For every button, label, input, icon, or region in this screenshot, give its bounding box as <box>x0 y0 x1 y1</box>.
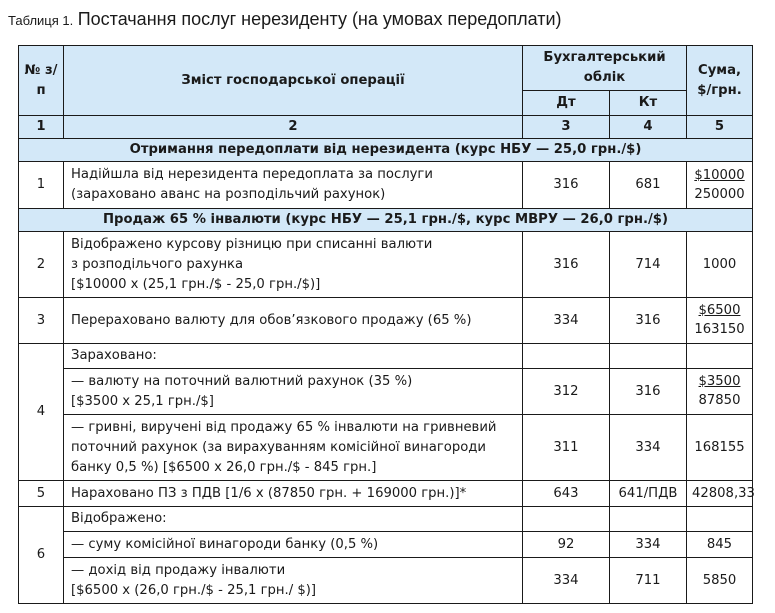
sum-uah: 250000 <box>694 186 745 202</box>
debit-cell: 334 <box>523 558 610 604</box>
table-row <box>19 369 753 415</box>
credit-cell: 334 <box>610 532 687 558</box>
credit-cell: 316 <box>610 369 687 415</box>
text-line: Відображено курсову різницю при списанні валюти <box>71 236 433 252</box>
table-row <box>19 298 753 344</box>
header-content: Зміст господарської операції <box>64 46 523 116</box>
table-row <box>19 232 753 298</box>
row-number: 2 <box>19 232 64 298</box>
debit-cell: 334 <box>523 298 610 344</box>
debit-cell: 316 <box>523 232 610 298</box>
text-line: [$3500 х 25,1 грн./$] <box>71 393 214 409</box>
debit-cell <box>523 507 610 532</box>
column-numbers-row <box>19 116 753 139</box>
debit-cell <box>523 344 610 369</box>
credit-cell: 681 <box>610 162 687 209</box>
credit-cell: 714 <box>610 232 687 298</box>
table-row <box>19 481 753 507</box>
text-line: поточний рахунок (за вирахуванням комісійної винагороди <box>71 439 486 455</box>
sum-cell <box>687 162 753 209</box>
sum-currency: $10000 <box>694 167 745 183</box>
col-number: 1 <box>19 116 64 139</box>
section-heading: Отримання передоплати від нерезидента (курс НБУ — 25,0 грн./$) <box>19 139 753 162</box>
text-line: Надійшла від нерезидента передоплата за послуги <box>71 167 433 182</box>
table-row <box>19 344 753 369</box>
table-number-label: Таблиця 1. <box>8 13 74 28</box>
header-no: № з/п <box>19 46 64 116</box>
operation-heading: Відображено: <box>64 507 523 532</box>
header-dt: Дт <box>523 91 610 116</box>
text-line: (зараховано аванс на розподільчий рахунок) <box>71 187 386 202</box>
operation-text <box>64 232 523 298</box>
debit-cell: 643 <box>523 481 610 507</box>
operations-table <box>18 45 753 604</box>
operation-text <box>64 415 523 481</box>
row-number: 3 <box>19 298 64 344</box>
debit-cell: 92 <box>523 532 610 558</box>
text-line: [$6500 х (26,0 грн./$ - 25,1 грн./ $)] <box>71 582 317 598</box>
sum-cell: 1000 <box>687 232 753 298</box>
credit-cell: 711 <box>610 558 687 604</box>
header-accounting: Бухгалтерський облік <box>523 46 687 91</box>
debit-cell: 316 <box>523 162 610 209</box>
section-heading: Продаж 65 % інвалюти (курс НБУ — 25,1 грн./$, курс МВРУ — 26,0 грн./$) <box>19 209 753 232</box>
row-number: 5 <box>19 481 64 507</box>
sum-cell <box>687 344 753 369</box>
sum-currency: $6500 <box>698 303 741 318</box>
col-number: 2 <box>64 116 523 139</box>
operation-text <box>64 369 523 415</box>
row-number: 4 <box>19 344 64 481</box>
text-line: [$10000 х (25,1 грн./$ - 25,0 грн./$)] <box>71 276 321 292</box>
debit-cell: 311 <box>523 415 610 481</box>
operation-text: — суму комісійної винагороди банку (0,5 %) <box>64 532 523 558</box>
sum-cell <box>687 507 753 532</box>
sum-uah: 87850 <box>698 393 741 408</box>
text-line: — дохід від продажу інвалюти <box>71 562 286 578</box>
table-row <box>19 507 753 532</box>
col-number: 4 <box>610 116 687 139</box>
table-title-text: Постачання послуг нерезиденту (на умовах передоплати) <box>77 9 562 29</box>
col-number: 3 <box>523 116 610 139</box>
row-number: 6 <box>19 507 64 604</box>
text-line: — валюту на поточний валютний рахунок (35 %) <box>71 373 413 389</box>
sum-uah: 163150 <box>694 322 745 337</box>
debit-cell: 312 <box>523 369 610 415</box>
text-line: з розподільчого рахунка <box>71 256 244 272</box>
sum-cell: 845 <box>687 532 753 558</box>
sum-cell: 42808,33 <box>687 481 753 507</box>
section-row <box>19 139 753 162</box>
credit-cell: 641/ПДВ <box>610 481 687 507</box>
table-row <box>19 532 753 558</box>
operation-text: Нараховано ПЗ з ПДВ [1/6 х (87850 грн. + 169000 грн.)]* <box>64 481 523 507</box>
credit-cell: 316 <box>610 298 687 344</box>
header-kt: Кт <box>610 91 687 116</box>
credit-cell: 334 <box>610 415 687 481</box>
credit-cell <box>610 507 687 532</box>
sum-cell: 5850 <box>687 558 753 604</box>
credit-cell <box>610 344 687 369</box>
sum-cell <box>687 298 753 344</box>
sum-cell <box>687 369 753 415</box>
operation-text <box>64 162 523 209</box>
table-row <box>19 162 753 209</box>
sum-currency: $3500 <box>698 374 741 389</box>
table-title <box>8 9 562 30</box>
header-sum: Сума, $/грн. <box>687 46 753 116</box>
text-line: банку 0,5 %) [$6500 х 26,0 грн./$ - 845 грн.] <box>71 459 377 475</box>
row-number: 1 <box>19 162 64 209</box>
operation-text <box>64 558 523 604</box>
table-row <box>19 415 753 481</box>
operation-text: Перераховано валюту для обов’язкового продажу (65 %) <box>64 298 523 344</box>
operation-heading: Зараховано: <box>64 344 523 369</box>
text-line: — гривні, виручені від продажу 65 % інвалюти на гривневий <box>71 419 497 435</box>
sum-cell: 168155 <box>687 415 753 481</box>
section-row <box>19 209 753 232</box>
table-row <box>19 558 753 604</box>
col-number: 5 <box>687 116 753 139</box>
